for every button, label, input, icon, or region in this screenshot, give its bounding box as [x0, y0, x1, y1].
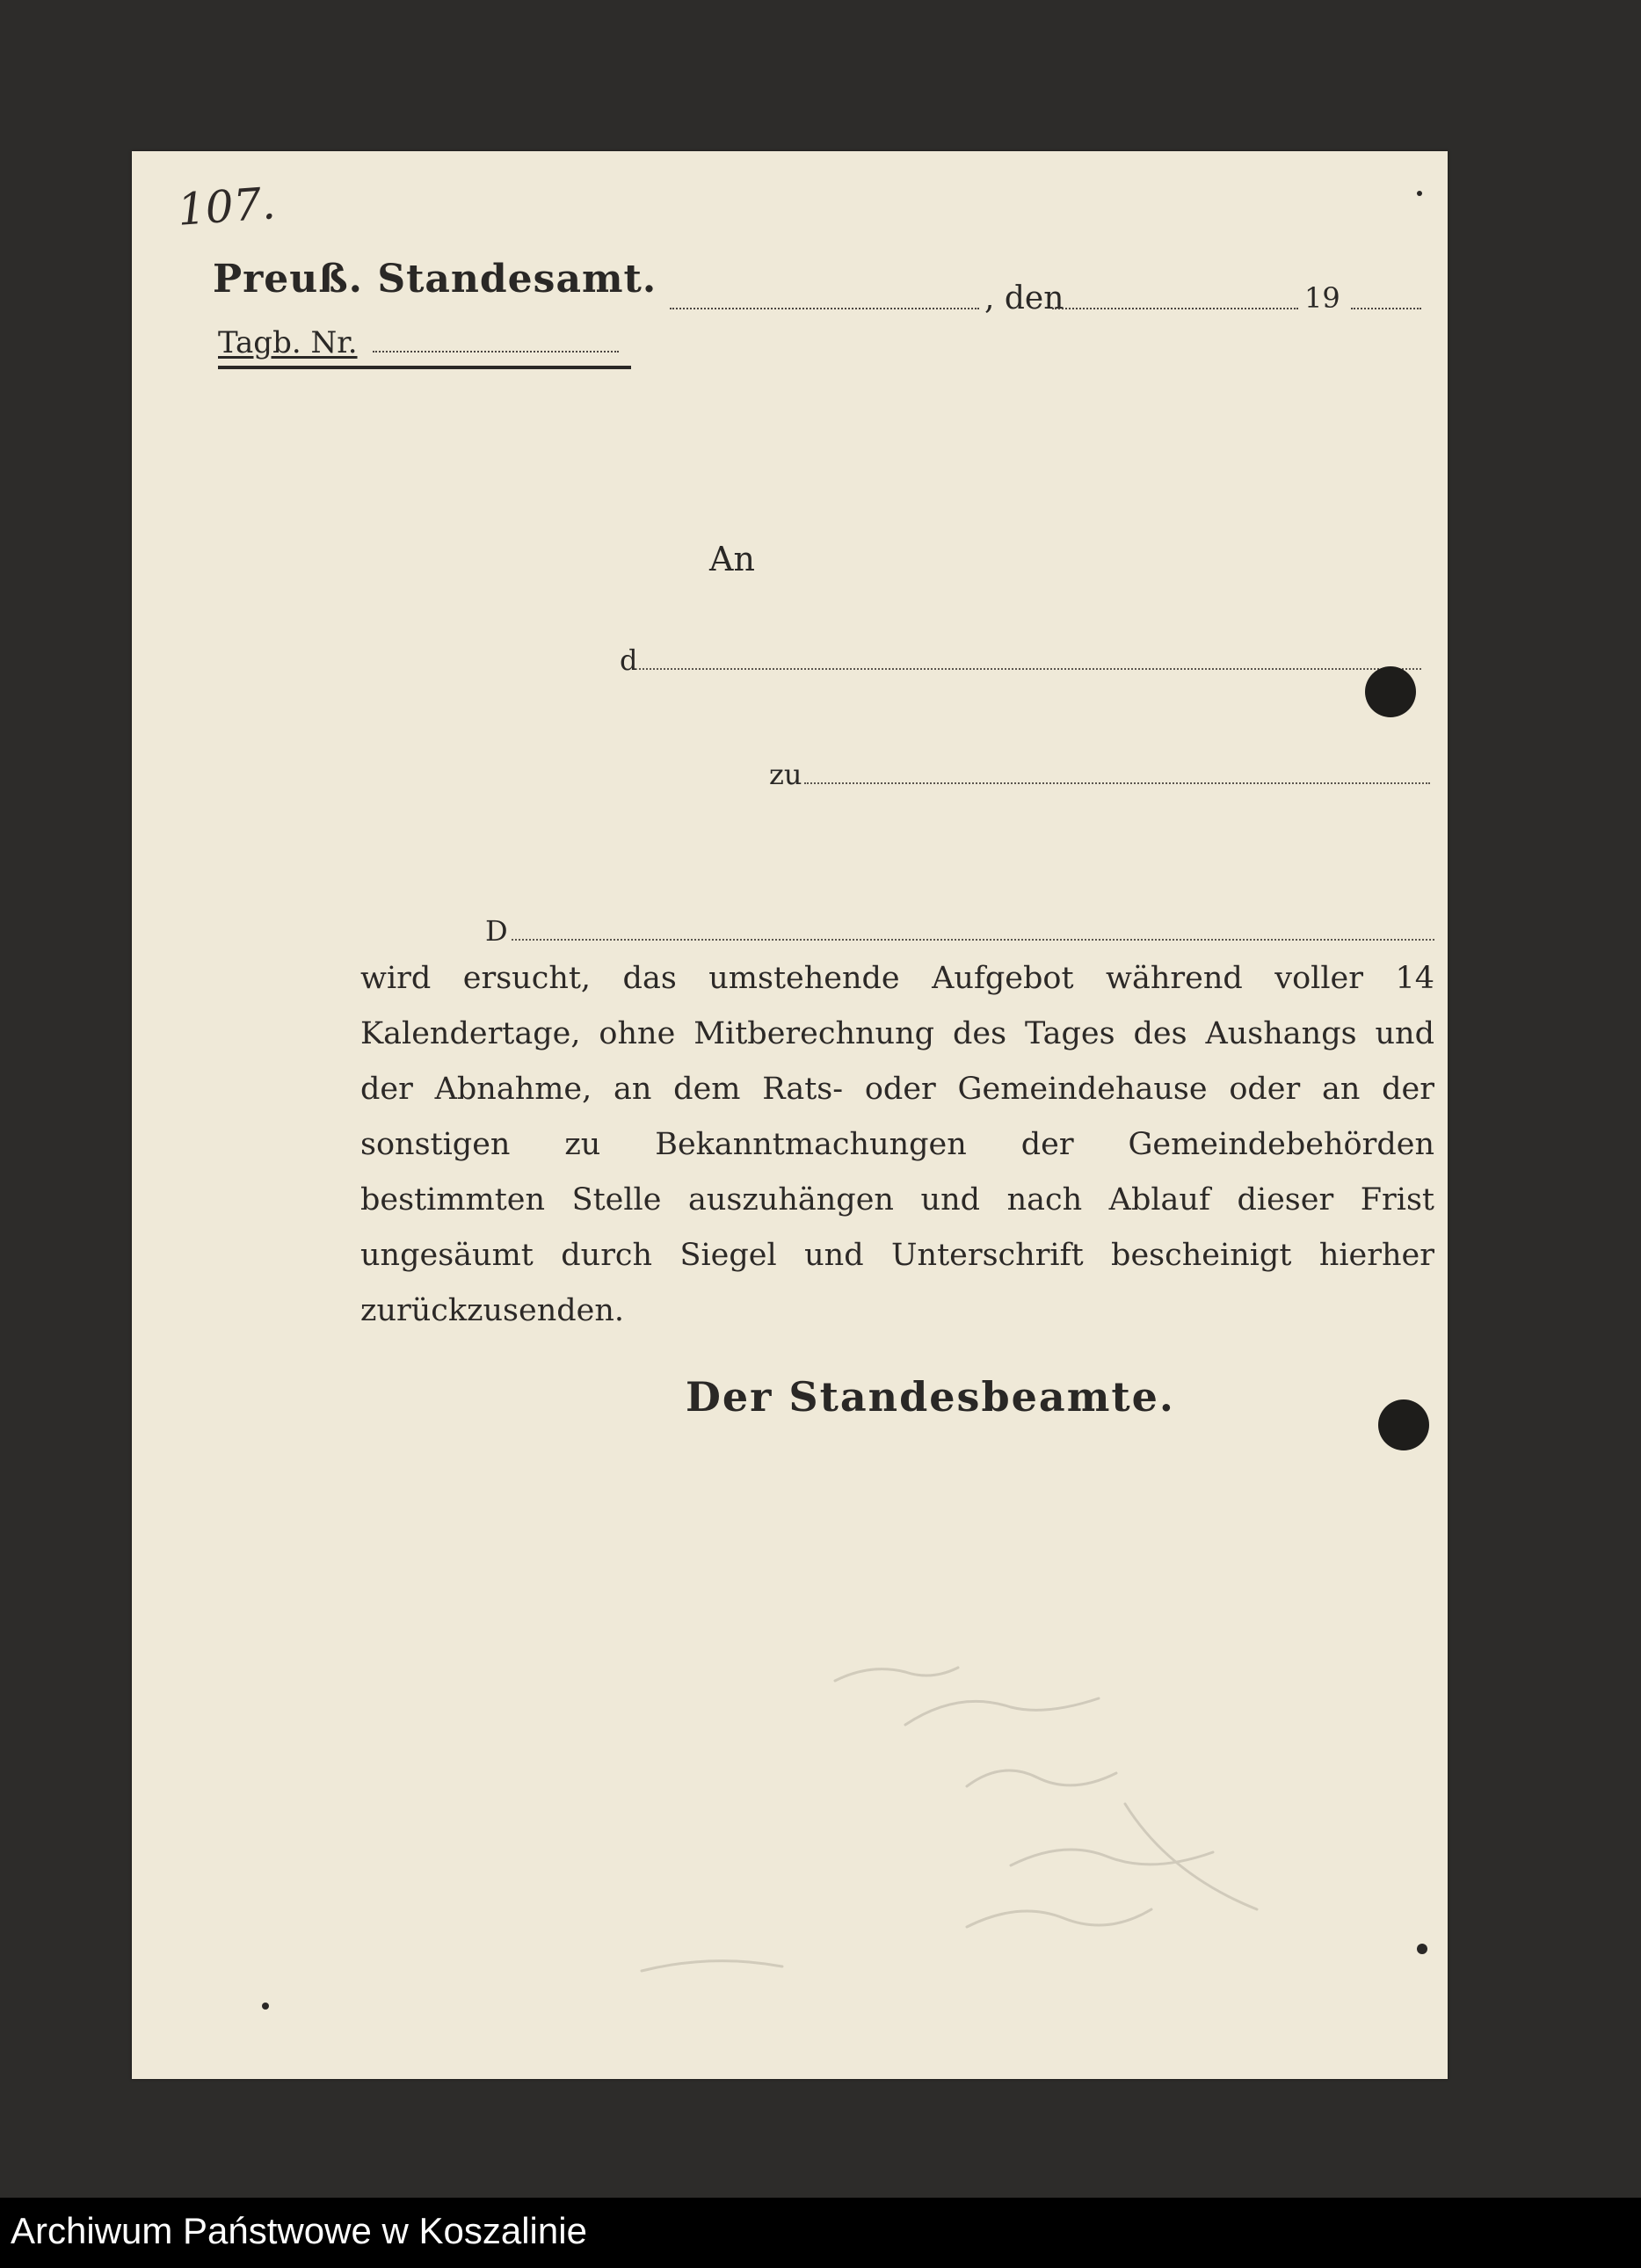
- signature-title: Der Standesbeamte.: [686, 1373, 1175, 1421]
- footer-bar: [0, 2198, 1641, 2268]
- address-an: An: [709, 540, 755, 578]
- year-prefix: 19: [1304, 281, 1340, 315]
- archive-name: Archiwum Państwowe w Koszalinie: [11, 2210, 587, 2251]
- body-paragraph: wird ersucht, das umstehende Aufgebot während voller 14 Kalendertage, ohne Mitberechnung des Tages des Aushangs und der Abnahme, an dem Rats- oder Gemeindehause oder an der sonstigen zu Bekanntmachungen der Gemeindebehörden bestimmten Stelle auszuhängen und nach Ablauf dieser Frist ungesäumt durch Siegel und Unterschrift bescheinigt hierher zurückzusenden.: [360, 961, 1434, 1328]
- document-page: [132, 151, 1448, 2079]
- tagb-label: Tagb. Nr.: [218, 325, 358, 360]
- office-title: Preuß. Standesamt.: [213, 257, 657, 302]
- handwritten-number: 107.: [176, 178, 278, 236]
- salutation-d: D: [485, 914, 508, 948]
- address-d-prefix: d: [620, 643, 638, 677]
- faint-bleedthrough-marks: [132, 151, 1448, 2079]
- den-label: , den: [984, 280, 1064, 316]
- address-zu: zu: [769, 758, 802, 791]
